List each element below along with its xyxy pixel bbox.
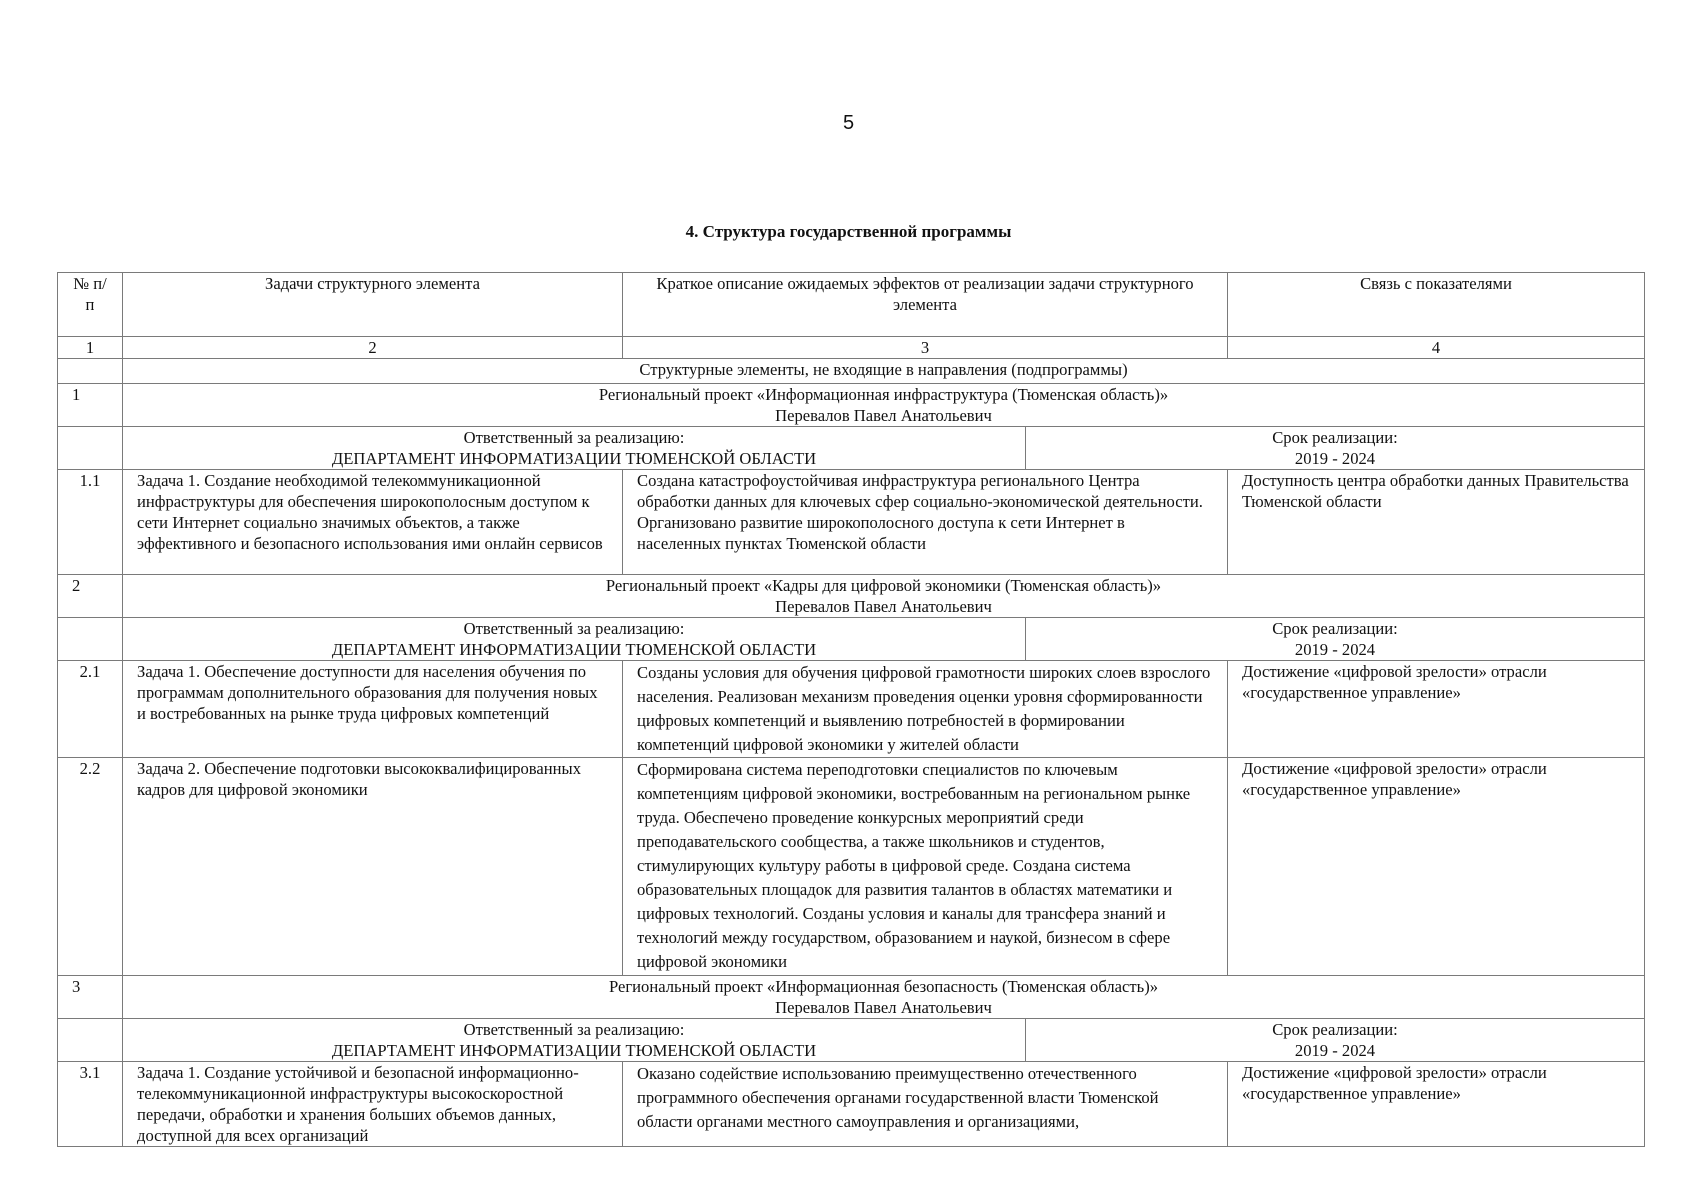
project-number: 2 xyxy=(58,575,123,618)
task-description: Задача 2. Обеспечение подготовки высококвалифицированных кадров для цифровой экономики xyxy=(123,758,623,976)
empty-cell xyxy=(58,427,123,470)
term-value: 2019 - 2024 xyxy=(1294,640,1376,659)
responsible-org: ДЕПАРТАМЕНТ ИНФОРМАТИЗАЦИИ ТЮМЕНСКОЙ ОБЛАСТИ xyxy=(331,1041,817,1060)
column-number: 3 xyxy=(623,337,1228,359)
responsible-cell xyxy=(123,427,1026,470)
responsible-org: ДЕПАРТАМЕНТ ИНФОРМАТИЗАЦИИ ТЮМЕНСКОЙ ОБЛАСТИ xyxy=(331,640,817,659)
project-title: Региональный проект «Информационная безопасность (Тюменская область)» xyxy=(608,977,1159,996)
page-title: 4. Структура государственной программы xyxy=(685,222,1012,241)
responsibility-row xyxy=(58,618,1645,661)
task-number: 3.1 xyxy=(58,1062,123,1147)
task-indicator-link: Достижение «цифровой зрелости» отрасли «государственное управление» xyxy=(1228,1062,1645,1147)
section-row xyxy=(58,359,1645,384)
task-description: Задача 1. Создание необходимой телекоммуникационной инфраструктуры для обеспечения широкополосным доступом к сети Интернет социально значимых объектов, а также эффективного и безопасного использования ими онлайн сервисов xyxy=(123,470,623,575)
header-effects: Краткое описание ожидаемых эффектов от реализации задачи структурного элемента xyxy=(623,273,1228,337)
header-tasks: Задачи структурного элемента xyxy=(123,273,623,337)
project-title-cell xyxy=(123,384,1645,427)
task-description: Задача 1. Создание устойчивой и безопасной информационно-телекоммуникационной инфраструктуры высокоскоростной передачи, обработки и хранения больших объемов данных, доступной для всех организаций xyxy=(123,1062,623,1147)
term-cell xyxy=(1026,618,1645,661)
task-indicator-link: Достижение «цифровой зрелости» отрасли «государственное управление» xyxy=(1228,758,1645,976)
project-title-cell xyxy=(123,575,1645,618)
project-person: Перевалов Павел Анатольевич xyxy=(775,406,992,425)
project-title: Региональный проект «Кадры для цифровой экономики (Тюменская область)» xyxy=(605,576,1162,595)
project-row xyxy=(58,976,1645,1019)
term-value: 2019 - 2024 xyxy=(1294,1041,1376,1060)
empty-cell xyxy=(58,359,123,384)
responsibility-row xyxy=(58,1019,1645,1062)
column-number: 2 xyxy=(123,337,623,359)
project-number: 3 xyxy=(58,976,123,1019)
column-number: 4 xyxy=(1228,337,1645,359)
header-link: Связь с показателями xyxy=(1228,273,1645,337)
structure-table xyxy=(57,272,1645,1147)
column-number: 1 xyxy=(58,337,123,359)
responsible-label: Ответственный за реализацию: xyxy=(463,619,685,638)
responsible-org: ДЕПАРТАМЕНТ ИНФОРМАТИЗАЦИИ ТЮМЕНСКОЙ ОБЛАСТИ xyxy=(331,449,817,468)
task-description: Задача 1. Обеспечение доступности для населения обучения по программам дополнительного образования для получения новых и востребованных на рынке труда цифровых компетенций xyxy=(123,661,623,758)
responsible-label: Ответственный за реализацию: xyxy=(463,1020,685,1039)
task-number: 2.2 xyxy=(58,758,123,976)
table-header-row xyxy=(58,273,1645,337)
task-number: 2.1 xyxy=(58,661,123,758)
task-indicator-link: Достижение «цифровой зрелости» отрасли «государственное управление» xyxy=(1228,661,1645,758)
task-number: 1.1 xyxy=(58,470,123,575)
task-effect: Сформирована система переподготовки специалистов по ключевым компетенциям цифровой экономики, востребованным на региональном рынке труда. Обеспечено проведение конкурсных мероприятий среди преподавательского сообщества, а также школьников и студентов, стимулирующих культуру работы в цифровой среде. Создана система образовательных площадок для развития талантов в областях математики и цифровых технологий. Созданы условия и каналы для трансфера знаний и технологий между государством, образованием и наукой, бизнесом в сфере цифровой экономики xyxy=(623,758,1228,976)
empty-cell xyxy=(58,1019,123,1062)
term-label: Срок реализации: xyxy=(1272,619,1398,638)
responsible-cell xyxy=(123,618,1026,661)
column-numbers-row xyxy=(58,337,1645,359)
section-caption: Структурные элементы, не входящие в направления (подпрограммы) xyxy=(123,359,1645,384)
task-row xyxy=(58,661,1645,758)
task-row xyxy=(58,1062,1645,1147)
project-number: 1 xyxy=(58,384,123,427)
term-label: Срок реализации: xyxy=(1272,1020,1398,1039)
term-cell xyxy=(1026,1019,1645,1062)
project-row xyxy=(58,575,1645,618)
task-effect: Оказано содействие использованию преимущественно отечественного программного обеспечения органами государственной власти Тюменской области органами местного самоуправления и организациями, xyxy=(623,1062,1228,1147)
term-label: Срок реализации: xyxy=(1272,428,1398,447)
responsible-cell xyxy=(123,1019,1026,1062)
page-number: 5 xyxy=(842,112,855,134)
task-effect: Создана катастрофоустойчивая инфраструктура регионального Центра обработки данных для ключевых сфер социально-экономической деятельности. Организовано развитие широкополосного доступа к сети Интернет в населенных пунктах Тюменской области xyxy=(623,470,1228,575)
project-row xyxy=(58,384,1645,427)
task-row xyxy=(58,758,1645,976)
responsibility-row xyxy=(58,427,1645,470)
term-value: 2019 - 2024 xyxy=(1294,449,1376,468)
task-indicator-link: Доступность центра обработки данных Правительства Тюменской области xyxy=(1228,470,1645,575)
project-title-cell xyxy=(123,976,1645,1019)
project-title: Региональный проект «Информационная инфраструктура (Тюменская область)» xyxy=(598,385,1169,404)
task-row xyxy=(58,470,1645,575)
project-person: Перевалов Павел Анатольевич xyxy=(775,597,992,616)
header-num: № п/п xyxy=(58,273,123,337)
term-cell xyxy=(1026,427,1645,470)
responsible-label: Ответственный за реализацию: xyxy=(463,428,685,447)
task-effect: Созданы условия для обучения цифровой грамотности широких слоев взрослого населения. Реализован механизм проведения оценки уровня сформированности цифровых компетенций и выявлению потребностей в формировании компетенций цифровой экономики у жителей области xyxy=(623,661,1228,758)
empty-cell xyxy=(58,618,123,661)
project-person: Перевалов Павел Анатольевич xyxy=(775,998,992,1017)
